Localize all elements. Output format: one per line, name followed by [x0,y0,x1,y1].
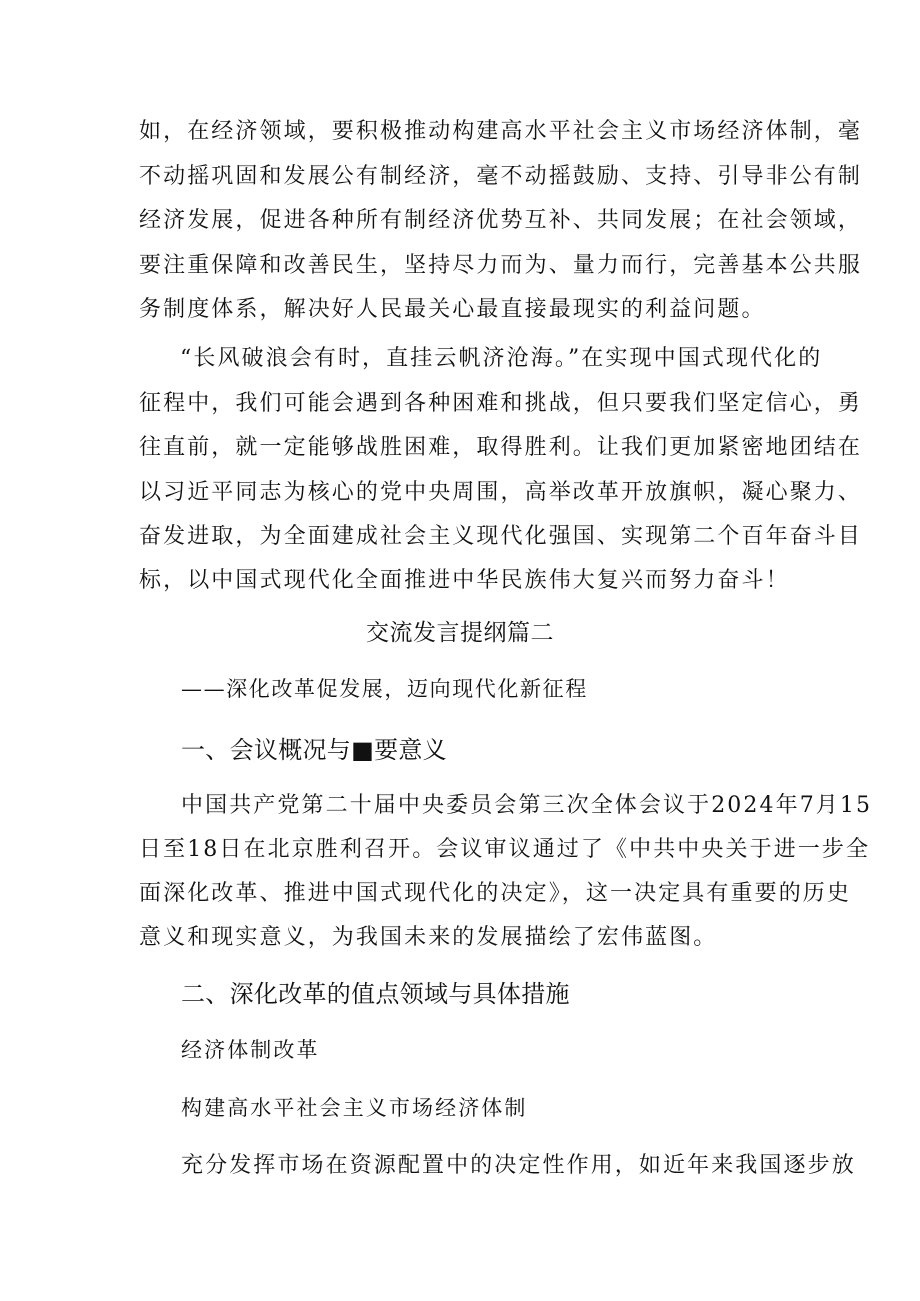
heading-reform-areas: 二、深化改革的值点领域与具体措施 [181,980,570,1008]
section-title: 交流发言提纲篇二 [366,620,554,646]
text-line: 中国共产党第二十届中央委员会第三次全体会议于2024年7月15 [181,793,873,818]
text-line: 往直前，就一定能够战胜困难，取得胜利。让我们更加紧密地团结在 [139,435,863,460]
text-line: 如，在经济领域，要积极推动构建高水平社会主义市场经济体制，毫 [139,119,863,144]
text-line: 日至18日在北京胜利召开。会议审议通过了《中共中央关于进一步全 [139,837,871,862]
text-line: 以习近平同志为核心的党中央周围，高举改革开放旗帜，凝心聚力、 [139,480,863,505]
text-line: 征程中，我们可能会遇到各种困难和挑战，但只要我们坚定信心，勇 [139,391,863,416]
text-line: 标，以中国式现代化全面推进中华民族伟大复兴而努力奋斗！ [139,568,790,593]
heading-meeting-overview: 一、会议概况与■要意义 [181,736,447,764]
text-line: 面深化改革、推进中国式现代化的决定》，这一决定具有重要的历史 [139,881,852,906]
text-line: 务制度体系，解决好人民最关心最直接最现实的利益问题。 [139,297,766,322]
item-market-economy: 构建高水平社会主义市场经济体制 [181,1096,528,1120]
text-line: “长风破浪会有时，直挂云帆济沧海。”在实现中国式现代化的 [180,346,823,371]
section-subtitle: ——深化改革促发展，迈向现代化新征程 [181,677,588,701]
text-line: 经济发展，促进各种所有制经济优势互补、共同发展；在社会领域， [139,208,863,233]
text-line: 要注重保障和改善民生，坚持尽力而为、量力而行，完善基本公共服 [139,253,863,278]
text-line: 充分发挥市场在资源配置中的决定性作用，如近年来我国逐步放 [181,1153,856,1178]
item-economic-reform: 经济体制改革 [181,1038,320,1062]
text-line: 意义和现实意义，为我国未来的发展描绘了宏伟蓝图。 [139,925,718,950]
text-line: 不动摇巩固和发展公有制经济，毫不动摇鼓励、支持、引导非公有制 [139,164,863,189]
text-line: 奋发进取，为全面建成社会主义现代化强国、实现第二个百年奋斗目 [139,524,863,549]
